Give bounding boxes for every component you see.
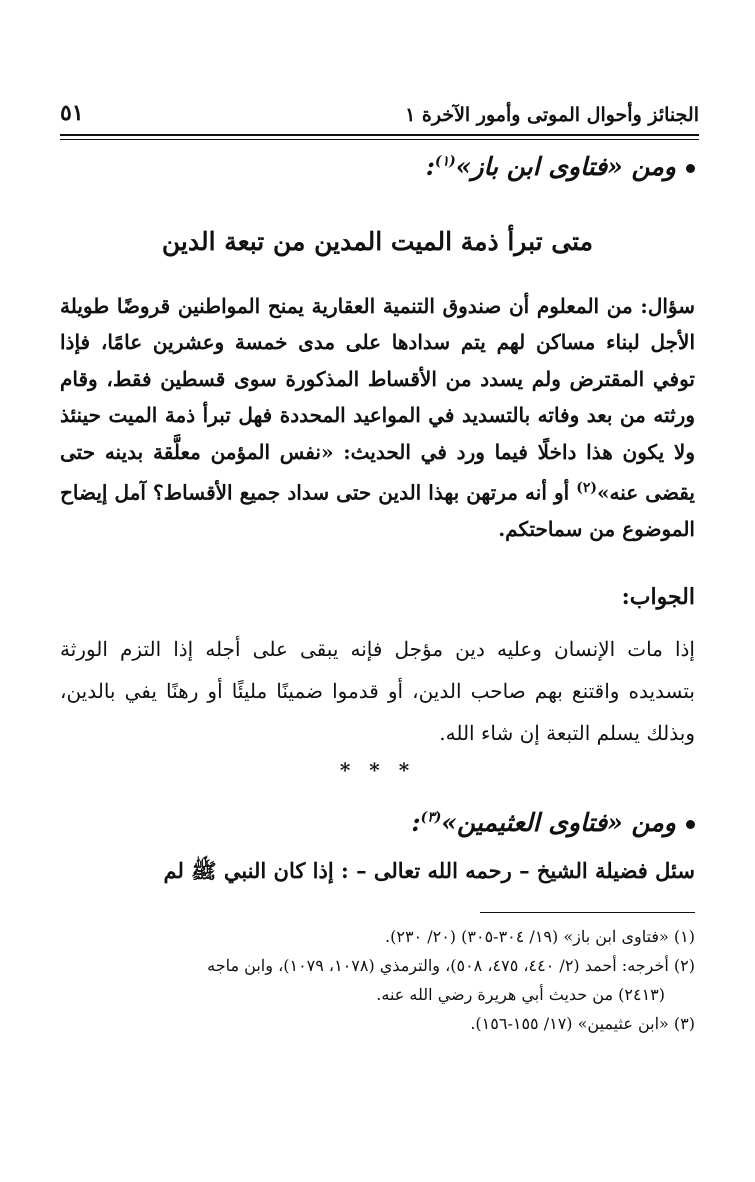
footnote-ref-3: (٣) bbox=[420, 809, 442, 826]
header-rule bbox=[60, 134, 699, 140]
section-separator: * * * bbox=[339, 758, 416, 782]
footnote-2-cont: (٢٤١٣) من حديث أبي هريرة رضي الله عنه. bbox=[376, 985, 665, 1004]
bullet-icon bbox=[686, 164, 695, 173]
source-colon: : bbox=[411, 808, 421, 837]
source-fatawa-ibn-baz bbox=[60, 152, 695, 181]
bullet-icon bbox=[686, 820, 695, 829]
answer-paragraph: إذا مات الإنسان وعليه دين مؤجل فإنه يبقى على أجله إذا التزم الورثة بتسديده واقتنع بهم صاحب الدين، أو قدموا ضمينًا مليئًا أو رهنًا يفي بالدين، وبذلك يسلم التبعة إن شاء الله. bbox=[60, 637, 695, 745]
footnote-rule bbox=[480, 912, 695, 913]
source-fatawa-uthaymin bbox=[60, 808, 695, 837]
question-text-cont: أو أنه مرتهن بهذا الدين حتى سداد جميع الأقساط؟ آمل إيضاح الموضوع من سماحتكم. bbox=[60, 480, 695, 542]
footnote-3: (٣) «ابن عثيمين» (١٧/ ١٥٥-١٥٦). bbox=[470, 1014, 695, 1033]
question-text: سؤال: من المعلوم أن صندوق التنمية العقارية يمنح المواطنين قروضًا طويلة الأجل لبناء مساكن لهم يتم سدادها على مدى خمسة وعشرين عامًا، فإذا توفي المقترض ولم يسدد من الأقساط المذكورة سوى قسطين فقط، وقام ورثته من بعد وفاته بالتسديد في المواعيد المحددة فهل تبرأ ذمة الميت حينئذ ولا يكون هذا داخلًا فيما ورد في الحديث: «نفس المؤمن معلَّقة بدينه حتى يقضى عنه» bbox=[60, 294, 695, 505]
question-paragraph bbox=[60, 288, 695, 548]
source-colon: : bbox=[425, 152, 436, 181]
footnotes bbox=[60, 922, 695, 1038]
page-number: ٥١ bbox=[60, 100, 84, 126]
source-title: ومن «فتاوى العثيمين» bbox=[441, 808, 676, 837]
footnote-1: (١) «فتاوى ابن باز» (١٩/ ٣٠٤-٣٠٥) (٢٠/ ٢٣٠). bbox=[385, 927, 695, 946]
question-heading: متى تبرأ ذمة الميت المدين من تبعة الدين bbox=[161, 227, 594, 256]
answer-label: الجواب: bbox=[621, 584, 695, 610]
footnote-2: (٢) أخرجه: أحمد (٢/ ٤٤٠، ٤٧٥، ٥٠٨)، والترمذي (١٠٧٨، ١٠٧٩)، وابن ماجه bbox=[207, 956, 695, 975]
page-header bbox=[60, 86, 699, 126]
question-start: سئل فضيلة الشيخ – رحمه الله تعالى – : إذا كان النبي ﷺ لم bbox=[163, 858, 695, 883]
footnote-ref-2: (٢) bbox=[576, 480, 598, 497]
footnote-ref-1: (١) bbox=[435, 153, 456, 170]
source-title: ومن «فتاوى ابن باز» bbox=[455, 152, 676, 181]
running-title: الجنائز وأحوال الموتى وأمور الآخرة ١ bbox=[405, 104, 699, 126]
